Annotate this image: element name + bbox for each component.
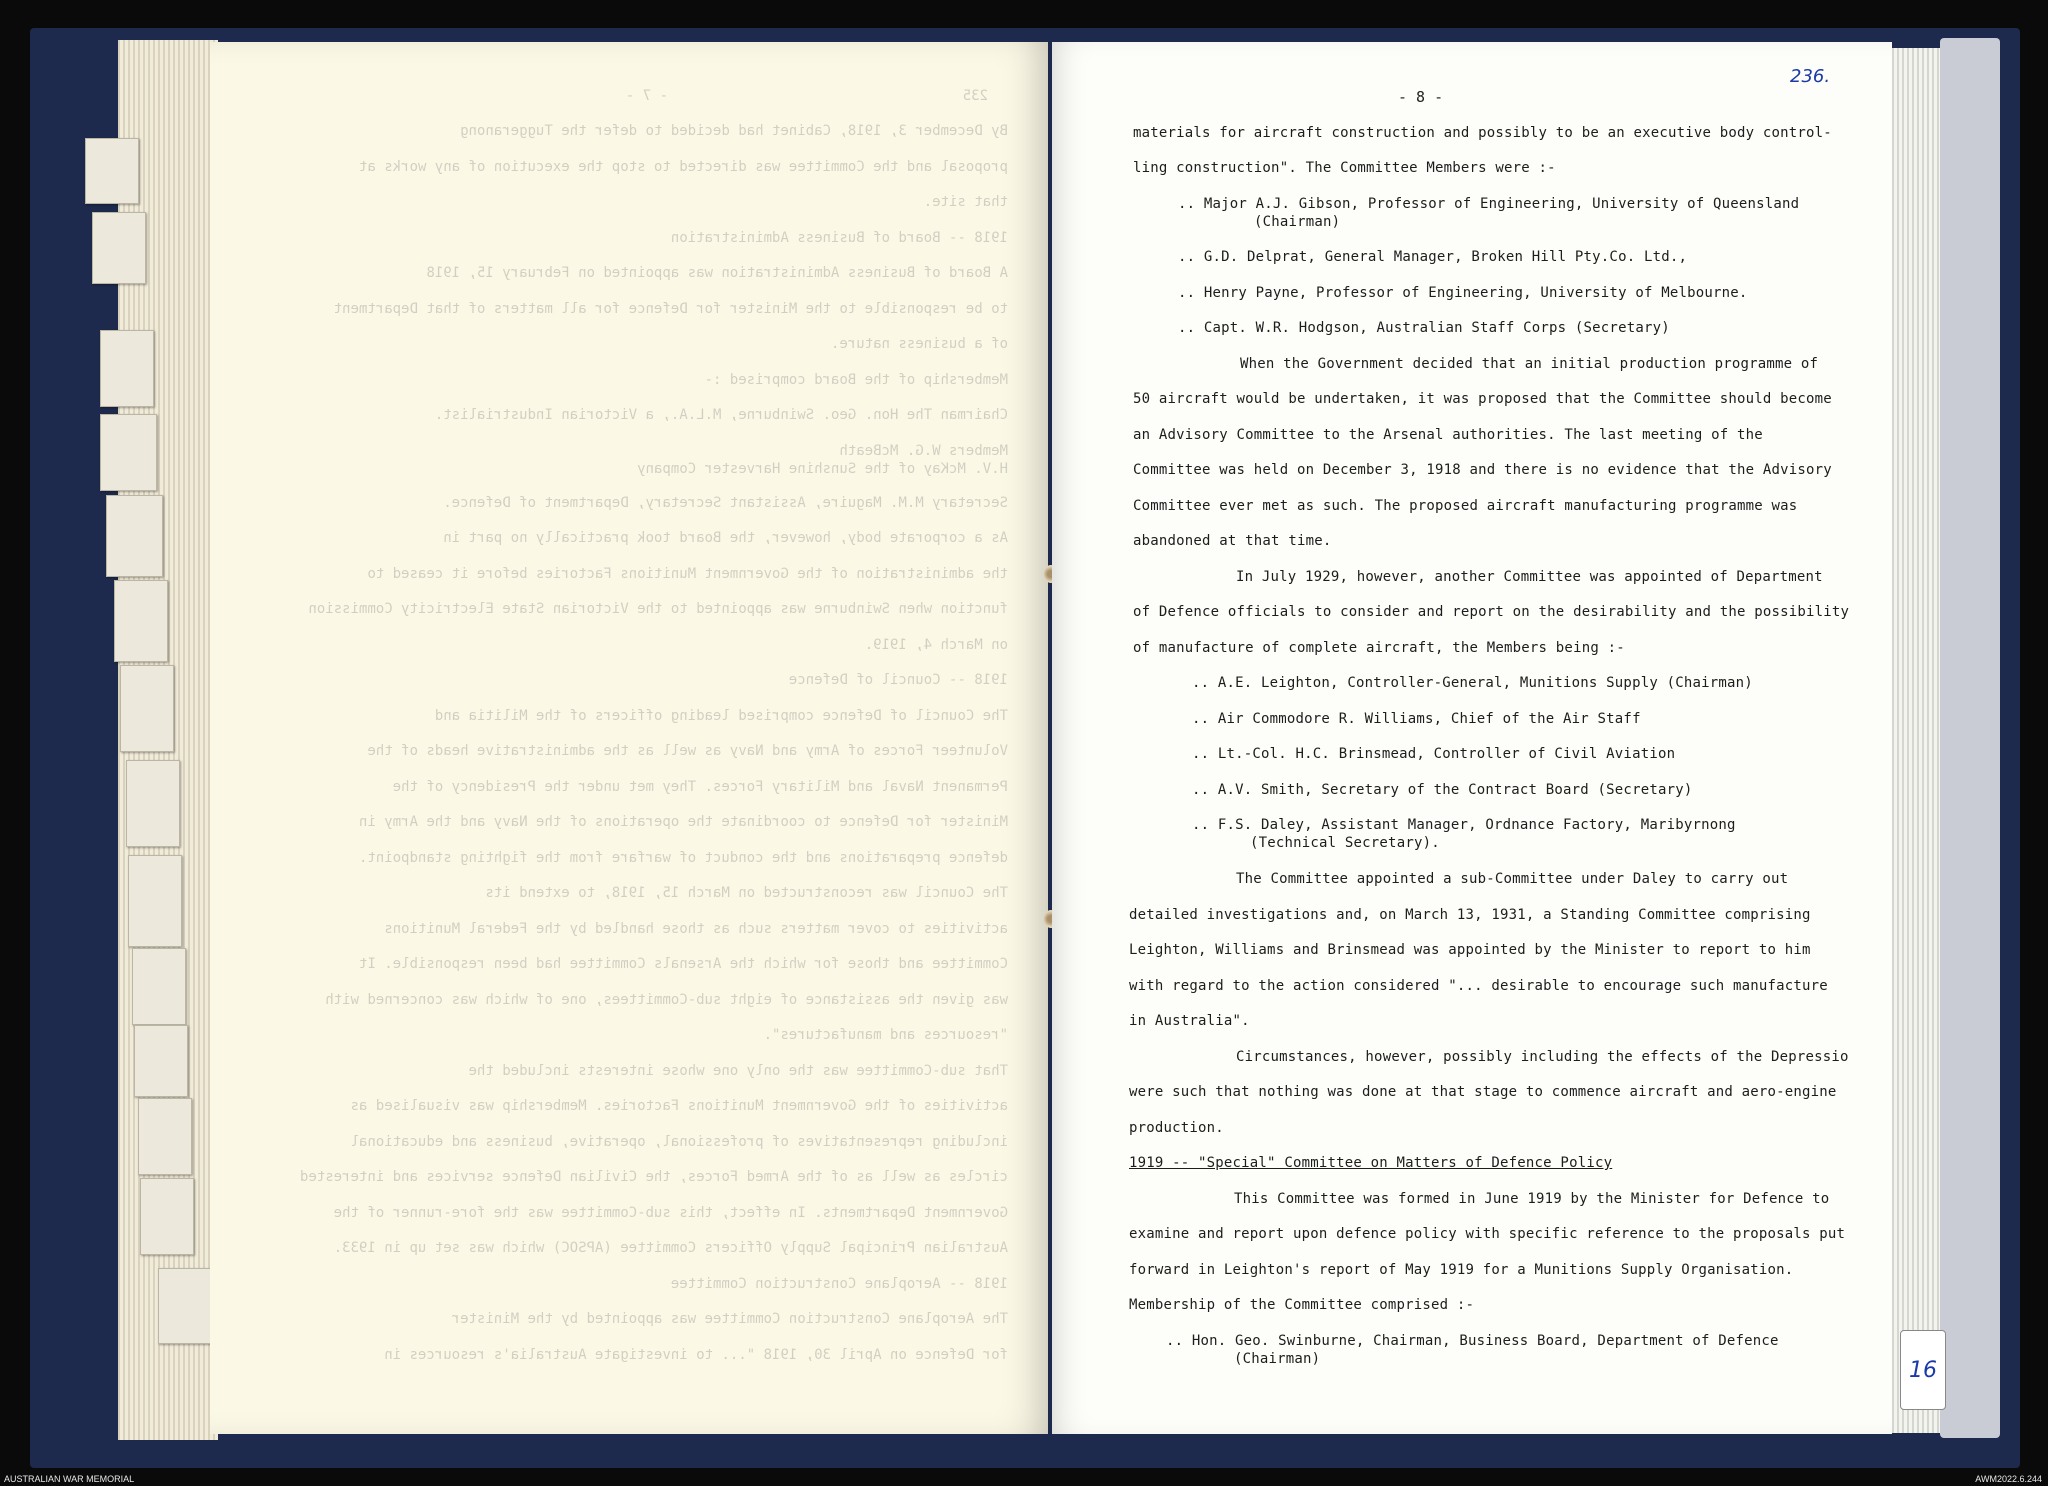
page-number: - 7 - <box>625 88 668 104</box>
index-tab <box>134 1025 188 1097</box>
text-line: materials for aircraft construction and possibly to be an executive body control- <box>1133 125 1832 141</box>
footer-institution: AUSTRALIAN WAR MEMORIAL <box>4 1474 135 1484</box>
section-heading: 1919 -- "Special" Committee on Matters of Defence Policy <box>1129 1155 1613 1171</box>
member-item: .. Capt. W.R. Hodgson, Australian Staff Corps (Secretary) <box>1178 320 1670 336</box>
text-line: of Defence officials to consider and report on the desirability and the possibility <box>1133 604 1850 620</box>
member-item: .. A.V. Smith, Secretary of the Contract Board (Secretary) <box>1192 782 1693 798</box>
text-line: Volunteer Forces of Army and Navy as well as the administrative heads of the <box>367 743 1008 759</box>
text-line: Chairman The Hon. Geo. Swinburne, M.L.A., a Victorian Industrialist. <box>434 407 1008 423</box>
index-tab <box>106 495 163 577</box>
text-line: activities to cover matters such as those handled by the Federal Munitions <box>384 921 1008 937</box>
text-line: Committee was held on December 3, 1918 and there is no evidence that the Advisory <box>1133 462 1832 478</box>
text-line: to be responsible to the Minister for Defence for all matters of that Department <box>333 301 1008 317</box>
index-tab <box>85 138 139 204</box>
text-line: This Committee was formed in June 1919 by the Minister for Defence to <box>1234 1191 1830 1207</box>
text-line: The Council of Defence comprised leading officers of the Militia and <box>434 708 1008 724</box>
text-line: 50 aircraft would be undertaken, it was proposed that the Committee should become <box>1133 391 1832 407</box>
index-tab <box>100 414 157 491</box>
text-line: Committee and those for which the Arsenals Committee had been responsible. It <box>358 956 1008 972</box>
text-line: "resources and manufactures". <box>763 1027 1008 1043</box>
text-line: Permanent Naval and Military Forces. They met under the Presidency of the <box>392 779 1008 795</box>
binder-spine <box>1940 38 2000 1438</box>
page-number: - 8 - <box>1398 88 1444 106</box>
text-line: By December 3, 1918, Cabinet had decided to defer the Tuggeranong <box>460 123 1008 139</box>
text-line: Circumstances, however, possibly including the effects of the Depressio <box>1236 1049 1849 1065</box>
member-role: (Technical Secretary). <box>1250 835 1440 851</box>
section-heading: 1918 -- Council of Defence <box>788 672 1008 688</box>
text-line: In July 1929, however, another Committee was appointed of Department <box>1236 569 1823 585</box>
index-tab <box>114 580 168 662</box>
text-line: Minister for Defence to coordinate the operations of the Navy and the Army in <box>358 814 1008 830</box>
text-line: that site. <box>923 194 1008 210</box>
text-line: with regard to the action considered "... desirable to encourage such manufacture <box>1129 978 1828 994</box>
member-item: .. Air Commodore R. Williams, Chief of the Air Staff <box>1192 711 1641 727</box>
text-line: activities of the Government Munitions Factories. Membership was visualised as <box>350 1098 1008 1114</box>
section-heading: 1918 -- Board of Business Administration <box>670 230 1008 246</box>
text-line: Committee ever met as such. The proposed aircraft manufacturing programme was <box>1133 498 1798 514</box>
text-line: on March 4, 1919. <box>864 637 1008 653</box>
member-item: .. A.E. Leighton, Controller-General, Munitions Supply (Chairman) <box>1192 675 1753 691</box>
text-line: When the Government decided that an initial production programme of <box>1240 356 1819 372</box>
text-line: for Defence on April 30, 1918 "... to investigate Australia's resources in <box>384 1347 1008 1363</box>
text-line: forward in Leighton's report of May 1919 for a Munitions Supply Organisation. <box>1129 1262 1794 1278</box>
text-line: including representatives of professional, operative, business and educational <box>350 1134 1008 1150</box>
text-line: The Council was reconstructed on March 15, 1918, to extend its <box>485 885 1008 901</box>
text-line: an Advisory Committee to the Arsenal authorities. The last meeting of the <box>1133 427 1763 443</box>
text-line: The Committee appointed a sub-Committee under Daley to carry out <box>1236 871 1789 887</box>
text-line: Membership of the Committee comprised :- <box>1129 1297 1475 1313</box>
member-item: .. F.S. Daley, Assistant Manager, Ordnance Factory, Maribyrnong <box>1192 817 1736 833</box>
folio-number: 236. <box>1790 66 1831 87</box>
text-line: the administration of the Government Munitions Factories before it ceased to <box>367 566 1008 582</box>
text-line: of a business nature. <box>830 336 1008 352</box>
text-line: of manufacture of complete aircraft, the Members being :- <box>1133 640 1625 656</box>
section-heading: 1918 -- Aeroplane Construction Committee <box>670 1276 1008 1292</box>
text-line: abandoned at that time. <box>1133 533 1332 549</box>
page-stack-right <box>1892 48 1942 1433</box>
index-tab <box>158 1268 216 1344</box>
index-tab <box>138 1098 192 1175</box>
text-line: ling construction". The Committee Members were :- <box>1133 160 1556 176</box>
member-item: .. Hon. Geo. Swinburne, Chairman, Business Board, Department of Defence <box>1166 1333 1779 1349</box>
index-tab <box>92 212 146 284</box>
text-line: The Aeroplane Construction Committee was appointed by the Minister <box>451 1311 1008 1327</box>
text-line: proposal and the Committee was directed to stop the execution of any works at <box>358 159 1008 175</box>
member-item: .. G.D. Delprat, General Manager, Broken Hill Pty.Co. Ltd., <box>1178 249 1688 265</box>
text-line: A Board of Business Administration was appointed on February 15, 1918 <box>426 265 1008 281</box>
text-line: was given the assistance of eight sub-Committees, one of which was concerned with <box>325 992 1008 1008</box>
text-line: Secretary M.M. Maguire, Assistant Secretary, Department of Defence. <box>443 495 1008 511</box>
text-line: As a corporate body, however, the Board took practically no part in <box>443 530 1008 546</box>
index-tab <box>132 948 186 1025</box>
index-tab <box>140 1178 194 1255</box>
text-line: were such that nothing was done at that stage to commence aircraft and aero-engine <box>1129 1084 1837 1100</box>
text-line: Membership of the Board comprised :- <box>704 372 1008 388</box>
text-line: circles as well as of the Armed Forces, the Civilian Defence services and interested <box>299 1169 1008 1185</box>
member-item: .. Lt.-Col. H.C. Brinsmead, Controller of Civil Aviation <box>1192 746 1676 762</box>
text-line: function when Swinburne was appointed to the Victorian State Electricity Commission <box>308 601 1008 617</box>
left-page-text <box>210 42 1048 1434</box>
text-line: That sub-Committee was the only one whose interests included the <box>468 1063 1008 1079</box>
member-item: .. Henry Payne, Professor of Engineering, University of Melbourne. <box>1178 285 1748 301</box>
footer-accession: AWM2022.6.244 <box>1975 1474 2042 1484</box>
text-line: examine and report upon defence policy with specific reference to the proposals put <box>1129 1226 1846 1242</box>
index-tab <box>128 855 182 947</box>
text-line: Leighton, Williams and Brinsmead was appointed by the Minister to report to him <box>1129 942 1811 958</box>
text-line: H.V. McKay of the Sunshine Harvester Company <box>637 461 1008 477</box>
member-role: (Chairman) <box>1254 214 1341 230</box>
text-line: Australian Principal Supply Officers Committee (APSOC) which was set up in 1933. <box>333 1240 1008 1256</box>
text-line: production. <box>1129 1120 1224 1136</box>
text-line: Members W.G. McBeath <box>839 443 1008 459</box>
index-tab <box>100 330 154 407</box>
page-tab-number: 16 <box>1900 1330 1946 1410</box>
index-tab <box>120 665 174 752</box>
folio-number: 235 <box>962 88 988 104</box>
text-line: in Australia". <box>1129 1013 1250 1029</box>
left-page <box>210 42 1048 1434</box>
member-role: (Chairman) <box>1234 1351 1321 1367</box>
text-line: defence preparations and the conduct of warfare from the fighting standpoint. <box>358 850 1008 866</box>
member-item: .. Major A.J. Gibson, Professor of Engineering, University of Queensland <box>1178 196 1800 212</box>
index-tab <box>126 760 180 847</box>
text-line: detailed investigations and, on March 13, 1931, a Standing Committee comprising <box>1129 907 1811 923</box>
text-line: Government Departments. In effect, this sub-Committee was the fore-runner of the <box>333 1205 1008 1221</box>
